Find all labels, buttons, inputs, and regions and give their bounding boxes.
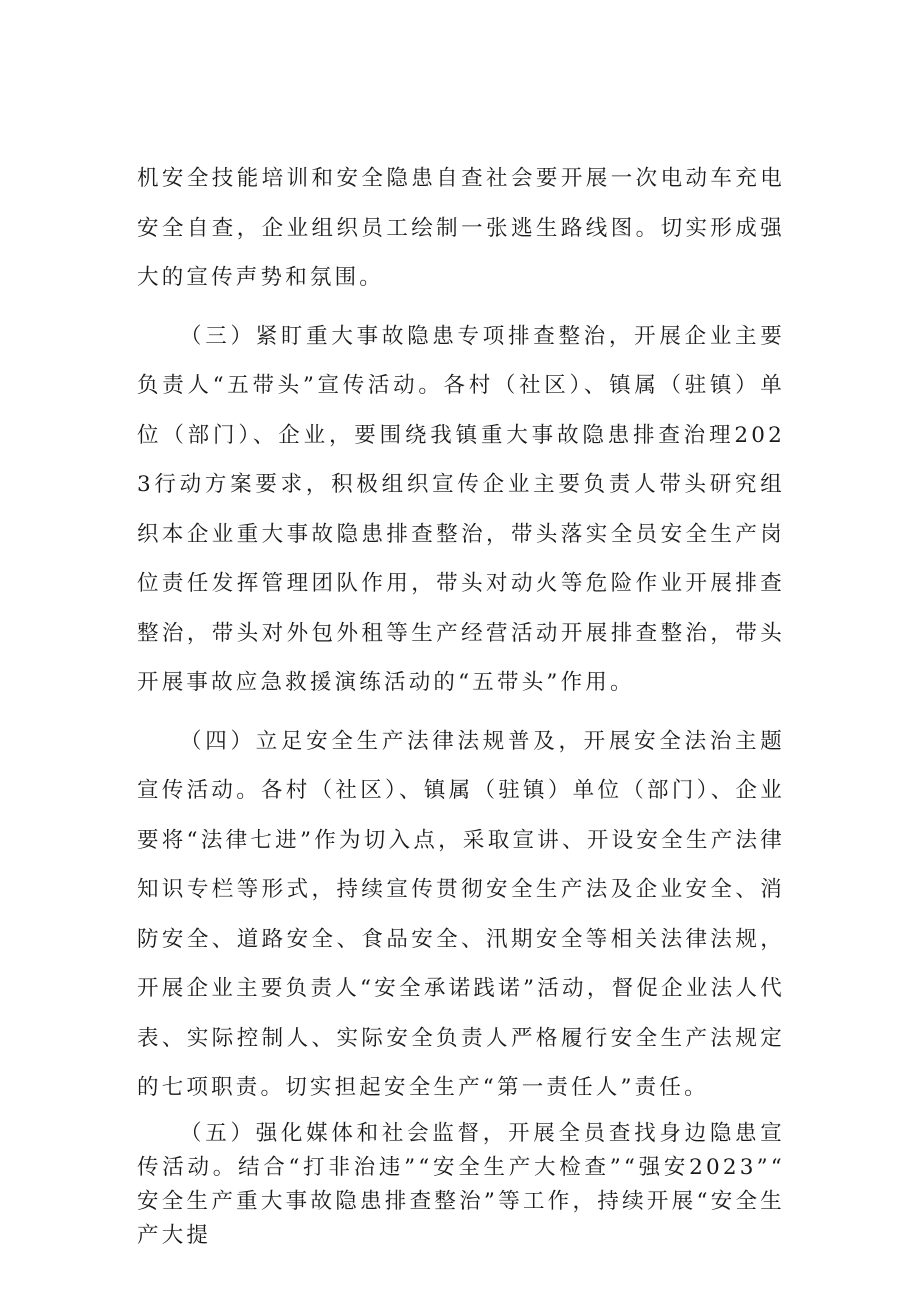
- paragraph-section-five: （五）强化媒体和社会监督，开展全员查找身边隐患宣传活动。结合“打非治违”“安全生产大检查”“强安2023”“安全生产重大事故隐患排查整治”等工作，持续开展“安全生产大提: [137, 1120, 785, 1248]
- document-body: [137, 154, 785, 1253]
- paragraph-continuation: 机安全技能培训和安全隐患自查社会要开展一次电动车充电安全自查，企业组织员工绘制一张逃生路线图。切实形成强大的宣传声势和氛围。: [137, 166, 785, 290]
- paragraph-section-three: （三）紧盯重大事故隐患专项排查整治，开展企业主要负责人“五带头”宣传活动。各村（社区）、镇属（驻镇）单位（部门）、企业，要围绕我镇重大事故隐患排查治理2023行动方案要求，积极组织宣传企业主要负责人带头研究组织本企业重大事故隐患排查整治，带头落实全员安全生产岗位责任发挥管理团队作用，带头对动火等危险作业开展排查整治，带头对外包外租等生产经营活动开展排查整治，带头开展事故应急救援演练活动的“五带头”作用。: [137, 323, 785, 695]
- paragraph-section-four: （四）立足安全生产法律法规普及，开展安全法治主题宣传活动。各村（社区）、镇属（驻镇）单位（部门）、企业要将“法律七进”作为切入点，采取宣讲、开设安全生产法律知识专栏等形式，持续宣传贯彻安全生产法及企业安全、消防安全、道路安全、食品安全、汛期安全等相关法律法规，开展企业主要负责人“安全承诺践诺”活动，督促企业法人代表、实际控制人、实际安全负责人严格履行安全生产法规定的七项职责。切实担起安全生产“第一责任人”责任。: [137, 728, 785, 1100]
